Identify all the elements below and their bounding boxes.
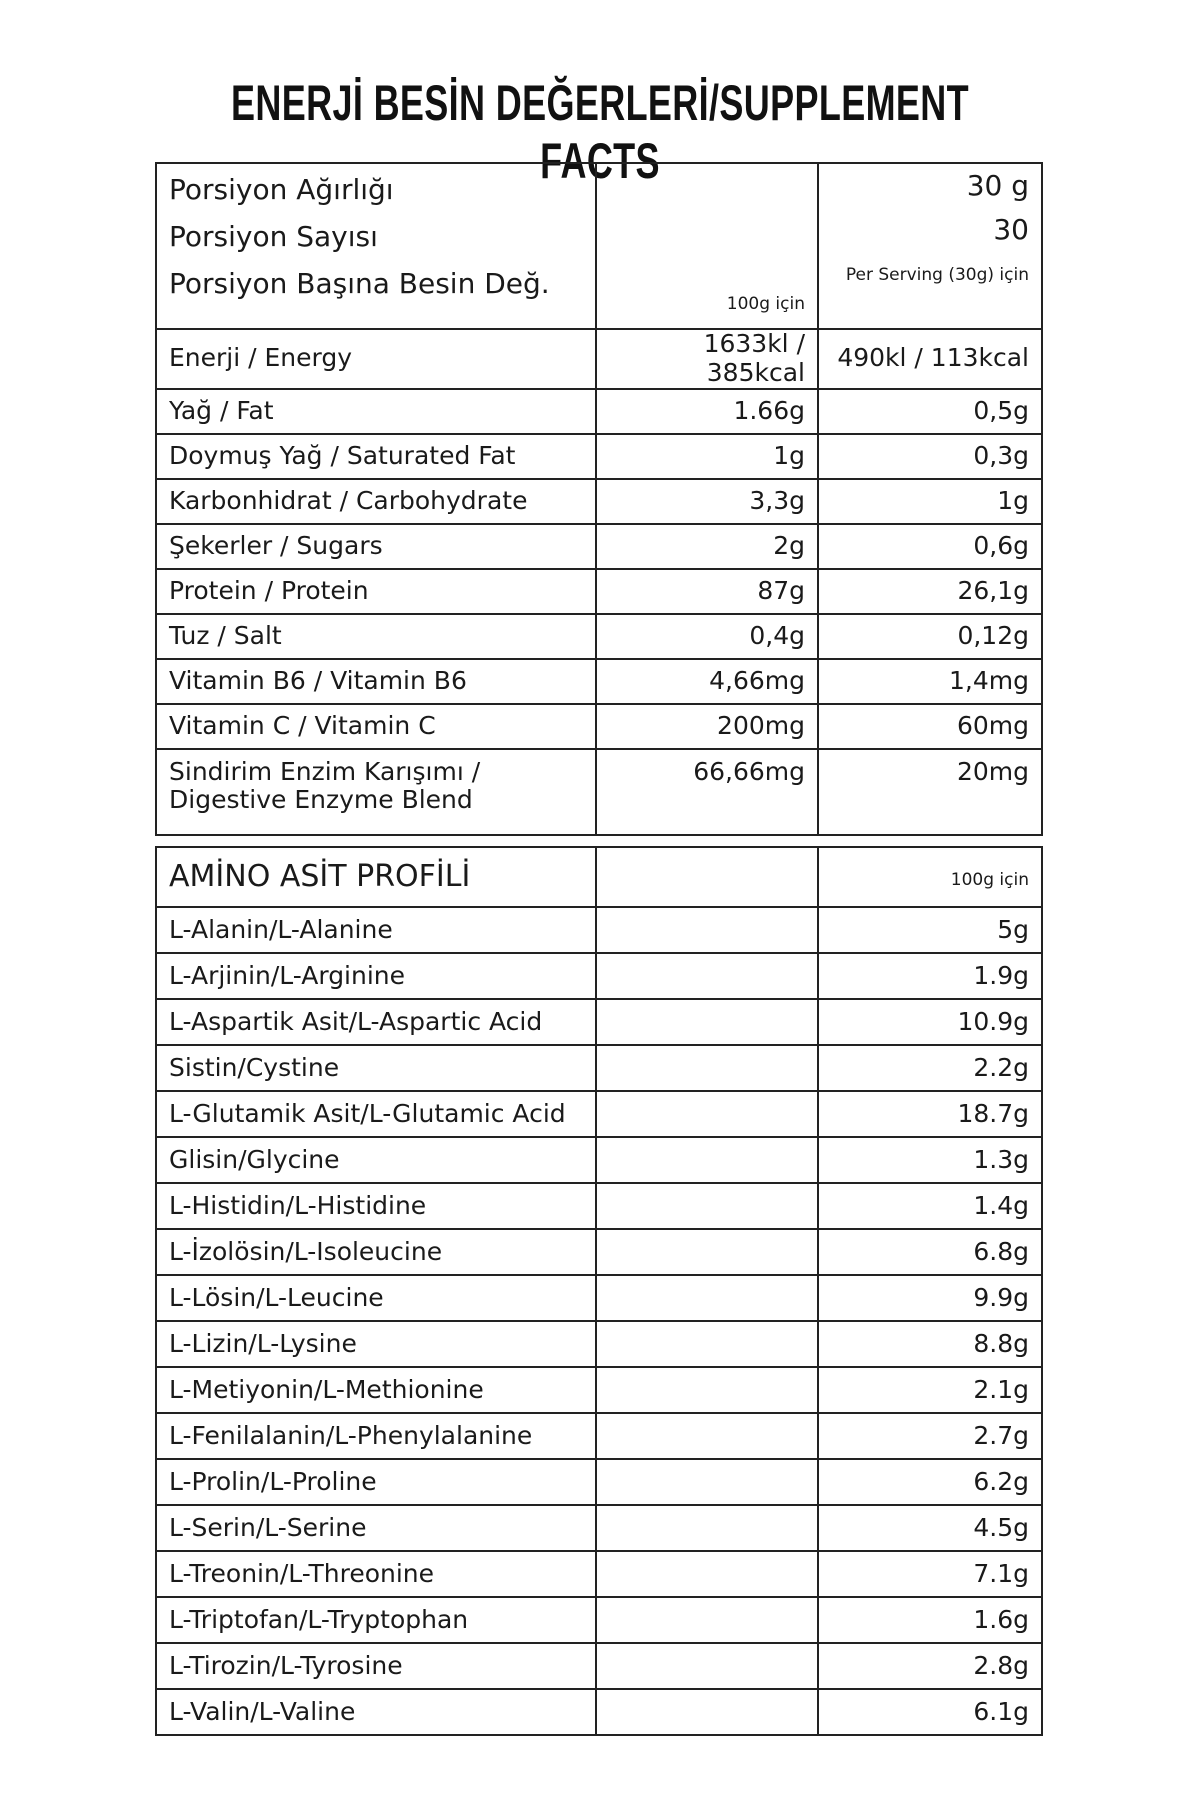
amino-acid-name: L-Glutamik Asit/L-Glutamic Acid [156, 1091, 596, 1137]
facts-header-labels [156, 163, 596, 329]
amino-acid-value: 18.7g [818, 1091, 1042, 1137]
table-row [156, 1459, 1042, 1505]
amino-acid-value: 1.3g [818, 1137, 1042, 1183]
nutrient-name: Tuz / Salt [156, 614, 596, 659]
amino-acid-name: L-Alanin/L-Alanine [156, 907, 596, 953]
table-row [156, 999, 1042, 1045]
amino-acid-name: L-Aspartik Asit/L-Aspartic Acid [156, 999, 596, 1045]
amino-acid-value: 6.1g [818, 1689, 1042, 1735]
nutrient-name-line: Digestive Enzyme Blend [169, 785, 473, 815]
amino-acid-value: 1.6g [818, 1597, 1042, 1643]
amino-acid-name: L-Tirozin/L-Tyrosine [156, 1643, 596, 1689]
amino-acid-name: L-Histidin/L-Histidine [156, 1183, 596, 1229]
table-row [156, 434, 1042, 479]
amino-acid-value: 2.2g [818, 1045, 1042, 1091]
empty-cell [596, 1367, 818, 1413]
table-row [156, 524, 1042, 569]
per-serving-header [818, 163, 1042, 329]
serving-count-value: 30 [993, 213, 1029, 246]
per-serving-value: 0,3g [818, 434, 1042, 479]
per-100g-value: 1.66g [596, 389, 818, 434]
amino-acid-value: 1.4g [818, 1183, 1042, 1229]
table-row [156, 1367, 1042, 1413]
table-row [156, 907, 1042, 953]
per-100g-header [596, 163, 818, 329]
empty-cell [596, 1275, 818, 1321]
amino-acid-name: L-Fenilalanin/L-Phenylalanine [156, 1413, 596, 1459]
table-row [156, 1505, 1042, 1551]
empty-cell [596, 1045, 818, 1091]
table-row [156, 479, 1042, 524]
amino-acid-name: L-Triptofan/L-Tryptophan [156, 1597, 596, 1643]
per-100g-value: 3,3g [596, 479, 818, 524]
per-serving-value: 1g [818, 479, 1042, 524]
table-row [156, 659, 1042, 704]
table-row [156, 749, 1042, 835]
amino-acid-value: 2.8g [818, 1643, 1042, 1689]
table-row [156, 569, 1042, 614]
nutrient-name: Enerji / Energy [156, 329, 596, 389]
amino-acid-name: L-İzolösin/L-Isoleucine [156, 1229, 596, 1275]
per-serving-value: 0,6g [818, 524, 1042, 569]
table-row [156, 329, 1042, 389]
serving-count-label: Porsiyon Sayısı [169, 220, 378, 253]
amino-acid-value: 9.9g [818, 1275, 1042, 1321]
table-row [156, 1045, 1042, 1091]
table-row [156, 1689, 1042, 1735]
amino-acid-name: Sistin/Cystine [156, 1045, 596, 1091]
empty-cell [596, 999, 818, 1045]
page-title: ENERJİ BESİN DEĞERLERİ/SUPPLEMENT FACTS [230, 75, 969, 189]
empty-cell [596, 1459, 818, 1505]
amino-acid-name: L-Lizin/L-Lysine [156, 1321, 596, 1367]
table-row [156, 704, 1042, 749]
per-serving-value: 1,4mg [818, 659, 1042, 704]
amino-acid-value: 6.8g [818, 1229, 1042, 1275]
empty-cell [596, 847, 818, 907]
amino-acid-value: 8.8g [818, 1321, 1042, 1367]
amino-acid-value: 2.7g [818, 1413, 1042, 1459]
amino-acid-table [155, 846, 1043, 1736]
amino-acid-name: L-Lösin/L-Leucine [156, 1275, 596, 1321]
per-serving-value: 60mg [818, 704, 1042, 749]
supplement-facts-table [155, 162, 1043, 836]
amino-acid-value: 5g [818, 907, 1042, 953]
per-100g-value: 4,66mg [596, 659, 818, 704]
amino-col-header [818, 847, 1042, 907]
per-serving-value: 26,1g [818, 569, 1042, 614]
amino-title: AMİNO ASİT PROFİLİ [156, 847, 596, 907]
empty-cell [596, 1551, 818, 1597]
table-row [156, 1551, 1042, 1597]
table-row [156, 1275, 1042, 1321]
per-100g-value: 1g [596, 434, 818, 479]
table-row [156, 1643, 1042, 1689]
table-row [156, 614, 1042, 659]
nutrient-name: Vitamin B6 / Vitamin B6 [156, 659, 596, 704]
nutrient-name-line: Sindirim Enzim Karışımı / [169, 756, 481, 786]
table-row [156, 1413, 1042, 1459]
amino-acid-value: 2.1g [818, 1367, 1042, 1413]
nutrient-name: Şekerler / Sugars [156, 524, 596, 569]
empty-cell [596, 953, 818, 999]
per-serving-value: 0,5g [818, 389, 1042, 434]
empty-cell [596, 1321, 818, 1367]
table-row [156, 1091, 1042, 1137]
per-serving-value: 490kl / 113kcal [818, 329, 1042, 389]
per-100g-value: 0,4g [596, 614, 818, 659]
nutrient-name: Vitamin C / Vitamin C [156, 704, 596, 749]
empty-cell [596, 1091, 818, 1137]
amino-acid-value: 7.1g [818, 1551, 1042, 1597]
per-100g-value: 200mg [596, 704, 818, 749]
table-row [156, 1229, 1042, 1275]
table-row [156, 1183, 1042, 1229]
per-100g-value: 2g [596, 524, 818, 569]
amino-acid-name: L-Prolin/L-Proline [156, 1459, 596, 1505]
empty-cell [596, 1229, 818, 1275]
empty-cell [596, 1183, 818, 1229]
nutrient-name: Yağ / Fat [156, 389, 596, 434]
per-100g-value: 1633kl / 385kcal [596, 329, 818, 389]
amino-acid-name: L-Treonin/L-Threonine [156, 1551, 596, 1597]
table-row [156, 1137, 1042, 1183]
amino-acid-name: L-Valin/L-Valine [156, 1689, 596, 1735]
table-row [156, 389, 1042, 434]
empty-cell [596, 1643, 818, 1689]
amino-acid-value: 1.9g [818, 953, 1042, 999]
empty-cell [596, 1137, 818, 1183]
empty-cell [596, 1505, 818, 1551]
serving-weight-value: 30 g [966, 169, 1029, 202]
per-serving-label: Per Serving (30g) için [845, 265, 1029, 285]
nutrient-name: Karbonhidrat / Carbohydrate [156, 479, 596, 524]
amino-acid-value: 10.9g [818, 999, 1042, 1045]
table-row [156, 1597, 1042, 1643]
empty-cell [596, 907, 818, 953]
amino-acid-name: Glisin/Glycine [156, 1137, 596, 1183]
amino-acid-value: 6.2g [818, 1459, 1042, 1505]
empty-cell [596, 1413, 818, 1459]
per-100g-label: 100g için [726, 294, 805, 315]
per-100g-label: 100g için [950, 869, 1029, 890]
amino-acid-name: L-Metiyonin/L-Methionine [156, 1367, 596, 1413]
per-serving-values-label: Porsiyon Başına Besin Değ. [169, 267, 550, 300]
nutrient-name: Protein / Protein [156, 569, 596, 614]
per-serving-value: 20mg [818, 749, 1042, 835]
nutrient-name: Doymuş Yağ / Saturated Fat [156, 434, 596, 479]
per-100g-value: 87g [596, 569, 818, 614]
per-100g-value: 66,66mg [596, 749, 818, 835]
nutrient-name [156, 749, 596, 835]
amino-acid-name: L-Arjinin/L-Arginine [156, 953, 596, 999]
amino-acid-name: L-Serin/L-Serine [156, 1505, 596, 1551]
table-row [156, 1321, 1042, 1367]
table-row [156, 953, 1042, 999]
amino-acid-value: 4.5g [818, 1505, 1042, 1551]
per-serving-value: 0,12g [818, 614, 1042, 659]
serving-weight-label: Porsiyon Ağırlığı [169, 173, 394, 206]
empty-cell [596, 1597, 818, 1643]
empty-cell [596, 1689, 818, 1735]
facts-header-row [156, 163, 1042, 329]
amino-rows [156, 907, 1042, 1735]
facts-rows [156, 329, 1042, 749]
amino-header-row [156, 847, 1042, 907]
